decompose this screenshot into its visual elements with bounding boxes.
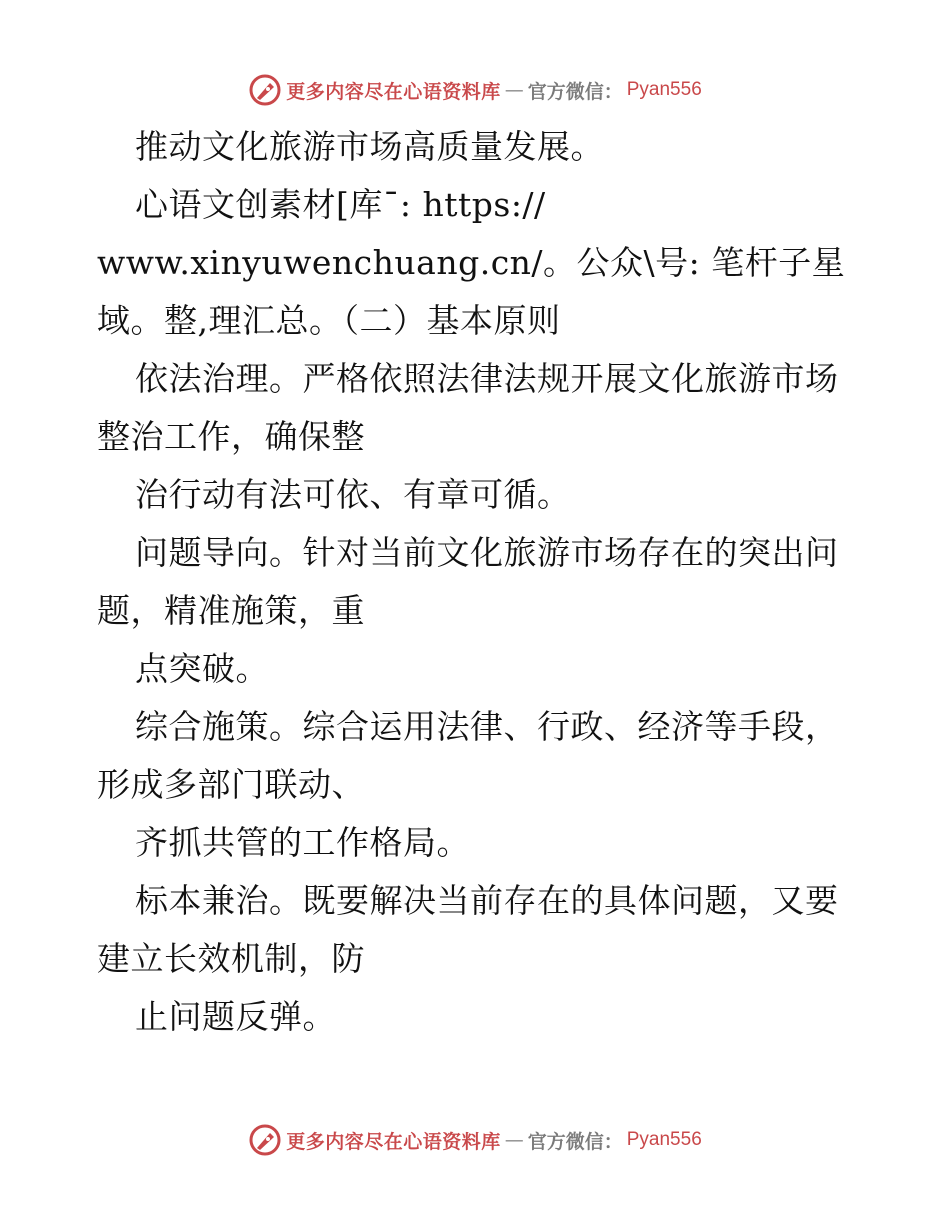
paragraph-line: 齐抓共管的工作格局。 — [135, 823, 470, 862]
paragraph-line: 推动文化旅游市场高质量发展。 — [135, 127, 604, 166]
watermark-site-text: 更多内容尽在心语资料库 — [286, 1130, 501, 1153]
paragraph-line: www.xinyuwenchuang.cn/。公众\号: 笔杆子星 — [97, 243, 846, 282]
paragraph-line: 止问题反弹。 — [135, 997, 336, 1036]
paragraph-line: 标本兼治。既要解决当前存在的具体问题，又要 — [135, 881, 839, 920]
paragraph-line: 整治工作，确保整 — [97, 417, 365, 456]
paragraph-line: 依法治理。严格依照法律法规开展文化旅游市场 — [135, 359, 839, 398]
watermark-wechat-label: 官方微信： — [527, 80, 623, 103]
pen-nib-logo-icon — [248, 1123, 282, 1157]
watermark-site-text: 更多内容尽在心语资料库 — [286, 80, 501, 103]
watermark-group — [248, 73, 702, 107]
paragraph-line: 点突破。 — [135, 649, 269, 688]
watermark-separator: — — [504, 1129, 524, 1151]
document-body — [97, 118, 857, 1046]
watermark-separator: — — [504, 79, 524, 101]
watermark-wechat-id: Pyan556 — [626, 1129, 702, 1150]
pen-nib-logo-icon — [248, 73, 282, 107]
paragraph-line: 问题导向。针对当前文化旅游市场存在的突出问 — [135, 533, 839, 572]
paragraph-line: 治行动有法可依、有章可循。 — [135, 475, 571, 514]
paragraph-line: 域。整,理汇总。（二）基本原则 — [97, 301, 561, 340]
footer-watermark — [0, 1120, 950, 1160]
paragraph-line: 综合施策。综合运用法律、行政、经济等手段， — [135, 707, 839, 746]
paragraph-line: 形成多部门联动、 — [97, 765, 365, 804]
watermark-wechat-label: 官方微信： — [527, 1130, 623, 1153]
paragraph-line: 建立长效机制，防 — [97, 939, 365, 978]
paragraph-line: 题，精准施策，重 — [97, 591, 365, 630]
header-watermark — [0, 70, 950, 110]
watermark-group — [248, 1123, 702, 1157]
paragraph-line: 心语文创素材[库¯: https:// — [135, 185, 546, 224]
watermark-wechat-id: Pyan556 — [626, 79, 702, 100]
